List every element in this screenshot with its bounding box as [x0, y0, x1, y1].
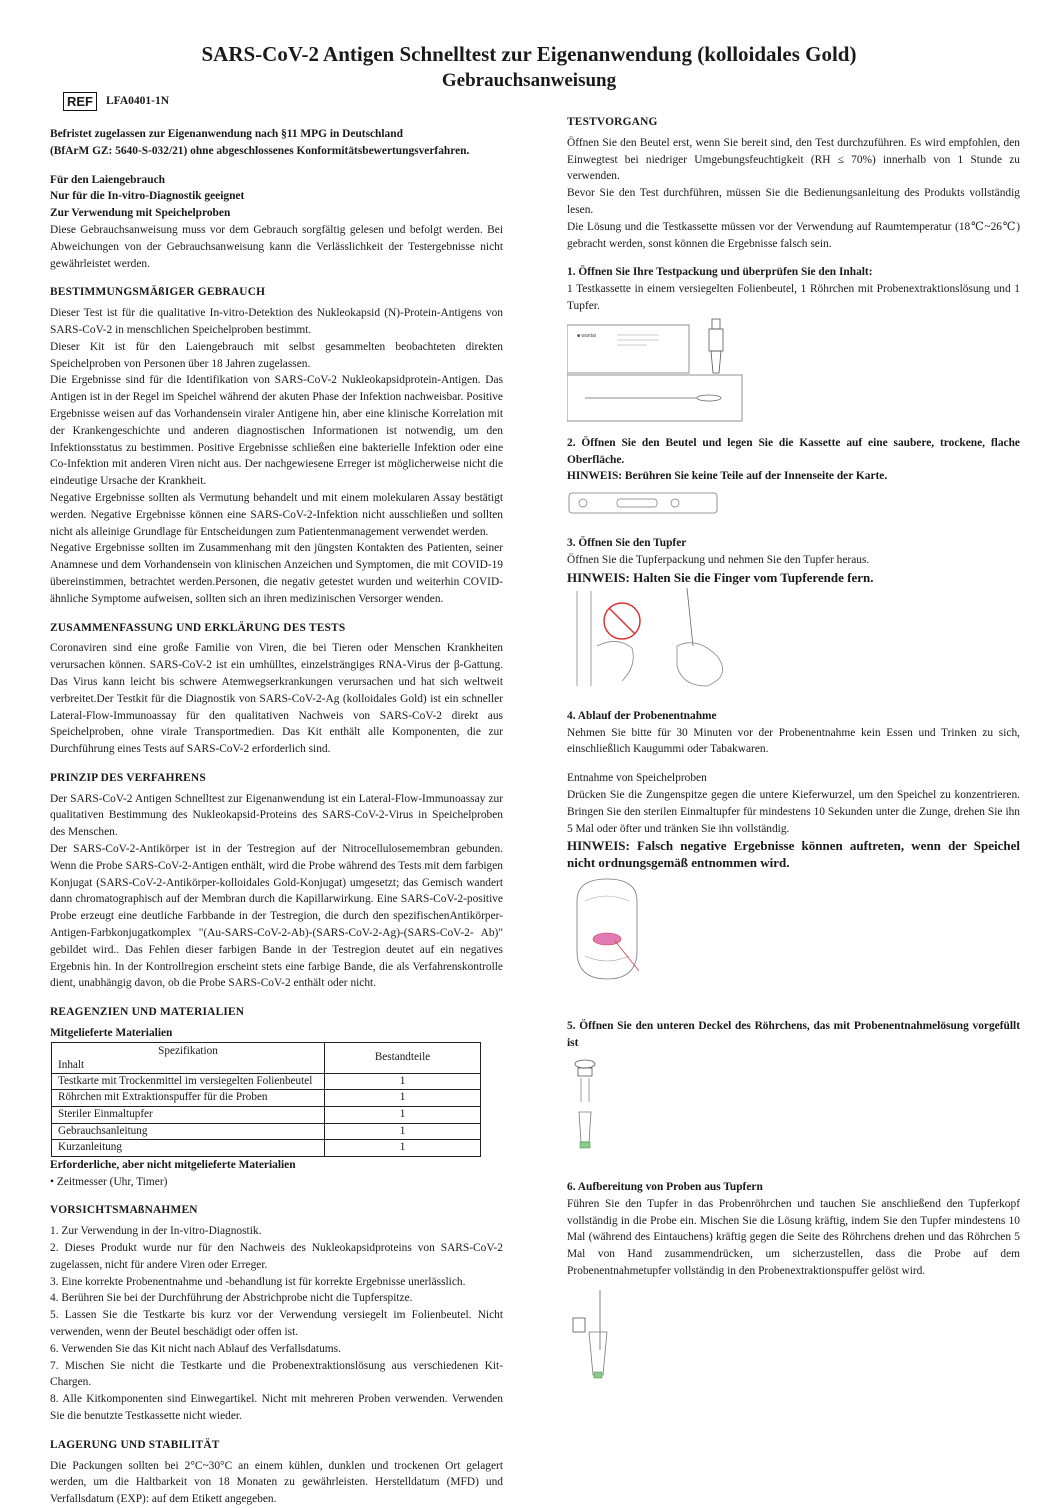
table-cell-name: Testkarte mit Trockenmittel im versiegelten Folienbeutel: [52, 1073, 325, 1090]
tube-swab-illustration-icon: [567, 1280, 1020, 1390]
intended-use-p5: Negative Ergebnisse sollten im Zusammenhang mit den jüngsten Kontakten des Patienten, seiner Anamnese und dem Vorhandensein von klinischen Anzeichen und Symptomen, die mit COVID-19 übereinstimmen, betrachtet werden.Personen, die negativ getestet wurden und weiterhin COVID-ähnliche Symptome aufweisen, sollten sich an ihren medizinischen Versorger wenden.: [50, 542, 503, 605]
step5-heading: 5. Öffnen Sie den unteren Deckel des Röhrchens, das mit Probenentnahmelösung vorgefüllt ist: [567, 1020, 1020, 1050]
ref-symbol: REF: [63, 92, 97, 111]
principle-heading: PRINZIP DES VERFAHRENS: [50, 771, 206, 784]
left-column: [50, 126, 503, 1508]
required-materials-heading: Erforderliche, aber nicht mitgelieferte Materialien: [50, 1158, 296, 1171]
approval-line-2: (BfArM GZ: 5640-S-032/21) ohne abgeschlossenes Konformitätsbewertungsverfahren.: [50, 144, 470, 157]
intro-paragraph: Diese Gebrauchsanweisung muss vor dem Gebrauch sorgfältig gelesen und befolgt werden. Bei Abweichungen von der Gebrauchsanweisung kann die Verlässlichkeit der Testergebnisse nicht gewährleistet werden.: [50, 223, 503, 270]
principle-p2: Der SARS-CoV-2-Antikörper ist in der Testregion auf der Nitrocellulosemembran gebunden. Wenn die Probe SARS-CoV-2-Antigen enthält, wird die Probe während des Tests mit dem farbigen Konjugat (SARS-CoV-2-Antikörper-kolloidales Gold-Konjugat) umgesetzt; das Gemisch wandert dann chromatographisch auf der Membran durch die Kapillarwirkung. Eine SARS-CoV-2-positive Probe erzeugt eine deutliche Farbbande in der Testregion, die durch den spezifischenAntikörper-Antigen-Farbkonjugatkomplex "(Au-SARS-CoV-2-Ab)-(SARS-CoV-2-Ag)-(SARS-CoV-2- Ab)" gebildet wird.. Das Fehlen dieser farbigen Bande in der Testregion deutet auf ein negatives Ergebnis hin. In der Kontrollregion erscheint stets eine farbige Bande, die als Verfahrenskontrolle dient, unabhängig davon, ob die Probe SARS-CoV-2 enthält oder nicht.: [50, 843, 503, 990]
step2-heading: 2. Öffnen Sie den Beutel und legen Sie die Kassette auf eine saubere, trockene, flache Oberfläche.: [567, 436, 1020, 466]
table-cell-qty: 1: [325, 1090, 481, 1107]
precaution-item: 6. Verwenden Sie das Kit nicht nach Ablauf des Verfallsdatums.: [50, 1342, 341, 1355]
lay-use-line-2: Nur für die In-vitro-Diagnostik geeignet: [50, 190, 245, 203]
table-header-parts: Bestandteile: [325, 1042, 481, 1073]
required-item: • Zeitmesser (Uhr, Timer): [50, 1175, 168, 1188]
precaution-item: 1. Zur Verwendung in der In-vitro-Diagnostik.: [50, 1225, 262, 1238]
table-row: [52, 1073, 481, 1090]
step2-hint: HINWEIS: Berühren Sie keine Teile auf der Innenseite der Karte.: [567, 470, 888, 483]
supplied-materials-heading: Mitgelieferte Materialien: [50, 1027, 173, 1040]
saliva-collection-illustration-icon: [567, 871, 1020, 1006]
table-row: [52, 1140, 481, 1157]
table-row: [52, 1107, 481, 1124]
intended-use-p3: Die Ergebnisse sind für die Identifikation von SARS-CoV-2 Nukleokapsidprotein-Antigen. Das Antigen ist in der Regel im Speichel während der akuten Phase der Infektion nachweisbar. Positive Ergebnisse weisen auf das Vorhandensein viraler Antigene hin, aber eine klinische Korrelation mit der Krankengeschichte und anderen diagnostischen Informationen ist notwendig, um den Infektionsstatus zu bestimmen. Positive Ergebnisse schließen eine bakterielle Infektion oder eine Co-Infektion mit anderen Viren nicht aus. Der nachgewiesene Erreger ist möglicherweise nicht die eindeutige Ursache der Krankheit.: [50, 374, 503, 488]
procedure-p2: Bevor Sie den Test durchführen, müssen Sie die Bedienungsanleitung des Produkts vollständig lesen.: [567, 187, 1020, 216]
materials-table: [51, 1042, 481, 1157]
step3-text: Öffnen Sie die Tupferpackung und nehmen Sie den Tupfer heraus.: [567, 553, 870, 566]
storage-paragraph: Die Packungen sollten bei 2°C~30°C an einem kühlen, dunklen und trockenen Ort gelagert werden, um die Haltbarkeit von 18 Monaten zu gewährleisten. Herstelldatum (MFD) und Verfallsdatum (EXP): auf dem Etikett angegeben.: [50, 1459, 503, 1506]
intended-use-heading: BESTIMMUNGSMÄßIGER GEBRAUCH: [50, 286, 266, 299]
right-column: [567, 114, 1020, 1390]
step1-text: 1 Testkassette in einem versiegelten Folienbeutel, 1 Röhrchen mit Probenextraktionslösung und 1 Tupfer.: [567, 283, 1020, 312]
reagents-heading: REAGENZIEN UND MATERIALIEN: [50, 1006, 245, 1019]
intended-use-p1: Dieser Test ist für die qualitative In-vitro-Detektion des Nukleokapsid (N)-Protein-Antigens von SARS-CoV-2 in menschlichen Speichelproben bestimmt.: [50, 307, 503, 336]
precaution-item: 5. Lassen Sie die Testkarte bis kurz vor der Verwendung versiegelt im Folienbeutel. Nicht verwenden, wenn der Beutel beschädigt oder offen ist.: [50, 1309, 503, 1338]
summary-paragraph: Coronaviren sind eine große Familie von Viren, die bei Tieren oder Menschen Krankheiten verursachen können. SARS-CoV-2 ist ein umhülltes, einzelsträngiges RNA-Virus der β-Gattung. Das Virus kann leicht bis schwere Atemwegserkrankungen verursachen und hat sich weltweit verbreitet.Der Testkit für die Diagnostik von SARS-CoV-2-Ag (kolloidales Gold) ist ein schneller Lateral-Flow-Immunoassay für den qualitativen Nachweis von SARS-CoV-2 direkt aus Speichelproben, ohne virale Transportmedien. Das Kit enthält alle Komponenten, die zur Durchführung eines Tests auf SARS-CoV-2 erforderlich sind.: [50, 642, 503, 756]
table-cell-name: Röhrchen mit Extraktionspuffer für die Proben: [52, 1090, 325, 1107]
table-cell-qty: 1: [325, 1140, 481, 1157]
step6-text: Führen Sie den Tupfer in das Probenröhrchen und tauchen Sie anschließend den Tupferkopf vollständig in die Probe ein. Mischen Sie die Lösung kräftig, indem Sie den Tupfer mindestens 10 Mal (während des Eintauchens) kräftig gegen die Seite des Röhrchens drehen und das Röhrchen 5 Mal von Hand zusammendrücken, um sicherzustellen, dass die Probe auf dem Probenentnahmetupfer vollständig in den Probenextraktionspuffer gelöst wird.: [567, 1197, 1020, 1277]
step3-heading: 3. Öffnen Sie den Tupfer: [567, 537, 687, 550]
storage-heading: LAGERUNG UND STABILITÄT: [50, 1438, 220, 1451]
step4-hint: HINWEIS: Falsch negative Ergebnisse können auftreten, wenn der Speichel nicht ordnungsgemäß entnommen wird.: [567, 838, 1020, 871]
table-cell-name: Gebrauchsanleitung: [52, 1123, 325, 1140]
precaution-item: 8. Alle Kitkomponenten sind Einwegartikel. Nicht mit mehreren Proben verwenden. Verwenden Sie die benutzte Testkassette nicht wieder.: [50, 1393, 503, 1422]
table-header-spec-cell: [52, 1042, 325, 1073]
procedure-p3: Die Lösung und die Testkassette müssen vor der Verwendung auf Raumtemperatur (18℃~26℃) gebracht werden, sonst können die Ergebnisse falsch sein.: [567, 220, 1020, 250]
table-header-content: Inhalt: [58, 1059, 85, 1072]
table-cell-qty: 1: [325, 1123, 481, 1140]
summary-heading: ZUSAMMENFASSUNG UND ERKLÄRUNG DES TESTS: [50, 621, 346, 634]
step1-heading: 1. Öffnen Sie Ihre Testpackung und überprüfen Sie den Inhalt:: [567, 266, 873, 279]
table-row: [52, 1123, 481, 1140]
ref-code: LFA0401-1N: [106, 95, 170, 107]
step4-text: Nehmen Sie bitte für 30 Minuten vor der Probenentnahme kein Essen und Trinken zu sich, einschließlich Kaugummi oder Tabakwaren.: [567, 726, 1020, 756]
table-cell-name: Steriler Einmaltupfer: [52, 1107, 325, 1124]
document-title: SARS-CoV-2 Antigen Schnelltest zur Eigenanwendung (kolloidales Gold): [201, 42, 857, 66]
step4-subheading: Entnahme von Speichelproben: [567, 772, 707, 785]
lay-use-line-3: Zur Verwendung mit Speichelproben: [50, 207, 231, 220]
table-header-spec: Spezifikation: [158, 1045, 218, 1058]
table-cell-qty: 1: [325, 1073, 481, 1090]
procedure-heading: TESTVORGANG: [567, 116, 658, 128]
principle-p1: Der SARS-CoV-2 Antigen Schnelltest zur Eigenanwendung ist ein Lateral-Flow-Immunoassay zur qualitativen Bestimmung des Nukleokapsid-Proteins des SARS-CoV-2-Virus in Speichelproben des Menschen.: [50, 792, 503, 839]
lay-use-line-1: Für den Laiengebrauch: [50, 173, 165, 186]
precaution-item: 3. Eine korrekte Probenentnahme und -behandlung ist für korrekte Ergebnisse unerlässlich.: [50, 1275, 466, 1288]
materials-table-header: [52, 1042, 481, 1073]
swab-handling-illustration-icon: [567, 586, 1020, 696]
tube-open-illustration-icon: [567, 1052, 1020, 1167]
test-cassette-illustration-icon: [567, 485, 1020, 523]
step3-hint: HINWEIS: Halten Sie die Finger vom Tupferende fern.: [567, 569, 874, 585]
table-cell-qty: 1: [325, 1107, 481, 1124]
pouch-brand: ■ wantai: [577, 332, 596, 339]
step4-heading: 4. Ablauf der Probenentnahme: [567, 709, 717, 722]
intended-use-p4: Negative Ergebnisse sollten als Vermutung behandelt und mit einem molekularen Assay bestätigt werden. Negative Ergebnisse können eine SARS-CoV-2-Infektion nicht ausschließen und sollten nicht als alleinige Grundlage für Entscheidungen zum Patientenmanagement verwendet werden.: [50, 491, 503, 538]
precaution-item: 2. Dieses Produkt wurde nur für den Nachweis des Nukleokapsidproteins von SARS-CoV-2 zugelassen, nicht für andere Viren oder Erreger.: [50, 1242, 503, 1271]
procedure-p1: Öffnen Sie den Beutel erst, wenn Sie bereit sind, den Test durchzuführen. Es wird empfohlen, den Einwegtest bei niedriger Umgebungsfeuchtigkeit (RH ≤ 70%) innerhalb von 1 Stunde zu verwenden.: [567, 136, 1020, 183]
kit-contents-illustration-icon: [567, 315, 1020, 423]
approval-line-1: Befristet zugelassen zur Eigenanwendung nach §11 MPG in Deutschland: [50, 128, 403, 140]
step6-heading: 6. Aufbereitung von Proben aus Tupfern: [567, 1180, 763, 1193]
table-cell-name: Kurzanleitung: [52, 1140, 325, 1157]
intended-use-p2: Dieser Kit ist für den Laiengebrauch mit selbst gesammelten beobachteten direkten Speichelproben von Personen über 18 Jahren zugelassen.: [50, 340, 503, 370]
table-row: [52, 1090, 481, 1107]
document-subtitle: Gebrauchsanweisung: [441, 70, 617, 91]
step4-text2: Drücken Sie die Zungenspitze gegen die untere Kieferwurzel, um den Speichel zu konzentrieren. Bringen Sie den sterilen Einmaltupfer für mindestens 10 Sekunden unter die Zunge, drehen Sie ihn 5 Mal oder öfter und tränken Sie ihn vollständig.: [567, 788, 1020, 835]
precautions-heading: VORSICHTSMAßNAHMEN: [50, 1204, 198, 1217]
precaution-item: 4. Berühren Sie bei der Durchführung der Abstrichprobe nicht die Tupferspitze.: [50, 1292, 413, 1305]
precaution-item: 7. Mischen Sie nicht die Testkarte und die Probenextraktionslösung aus verschiedenen Kit-Chargen.: [50, 1359, 503, 1389]
